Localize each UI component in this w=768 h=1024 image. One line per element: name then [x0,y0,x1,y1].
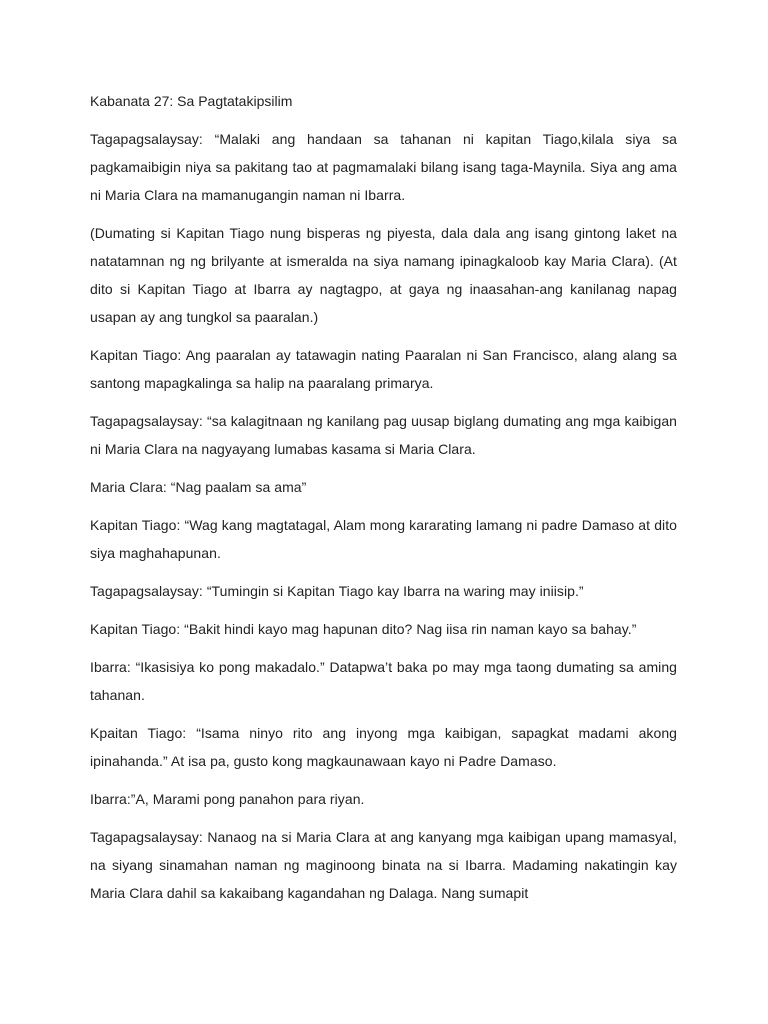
paragraph: Ibarra: “Ikasisiya ko pong makadalo.” Datapwa’t baka po may mga taong dumating sa aming tahanan. [90,659,677,703]
paragraph: Tagapagsalaysay: “Malaki ang handaan sa tahanan ni kapitan Tiago,kilala siya sa pagkamaibigin niya sa pakitang tao at pagmamalaki bilang isang taga-Maynila. Siya ang ama ni Maria Clara na mamanugangin naman ni Ibarra. [90,131,677,203]
paragraph: Maria Clara: “Nag paalam sa ama” [90,479,307,495]
paragraph: Kpaitan Tiago: “Isama ninyo rito ang inyong mga kaibigan, sapagkat madami akong ipinahanda.” At isa pa, gusto kong magkaunawaan kayo ni Padre Damaso. [90,725,677,769]
paragraph: Kapitan Tiago: Ang paaralan ay tatawagin nating Paaralan ni San Francisco, alang alang sa santong mapagkalinga sa halip na paaralang primarya. [90,347,677,391]
paragraph: Kapitan Tiago: “Wag kang magtatagal, Alam mong kararating lamang ni padre Damaso at dito siya maghahapunan. [90,517,677,561]
paragraph: Ibarra:”A, Marami pong panahon para riyan. [90,791,365,807]
paragraph: Tagapagsalaysay: “Tumingin si Kapitan Tiago kay Ibarra na waring may iniisip.” [90,583,584,599]
paragraph: (Dumating si Kapitan Tiago nung bisperas ng piyesta, dala dala ang isang gintong laket na natatamnan ng ng brilyante at ismeralda na siya namang ipinagkaloob kay Maria Clara). (At dito si Kapitan Tiago at Ibarra ay nagtagpo, at gaya ng inaasahan-ang kanilanag napag usapan ay ang tungkol sa paaralan.) [90,225,677,325]
paragraph: Kapitan Tiago: “Bakit hindi kayo mag hapunan dito? Nag iisa rin naman kayo sa bahay.” [90,621,637,637]
document-body [90,87,677,917]
chapter-title: Kabanata 27: Sa Pagtatakipsilim [90,93,293,109]
paragraph: Tagapagsalaysay: Nanaog na si Maria Clara at ang kanyang mga kaibigan upang mamasyal, na siyang sinamahan naman ng maginoong binata na si Ibarra. Madaming nakatingin kay Maria Clara dahil sa kakaibang kagandahan ng Dalaga. Nang sumapit [90,829,677,901]
paragraph: Tagapagsalaysay: “sa kalagitnaan ng kanilang pag uusap biglang dumating ang mga kaibigan ni Maria Clara na nagyayang lumabas kasama si Maria Clara. [90,413,677,457]
